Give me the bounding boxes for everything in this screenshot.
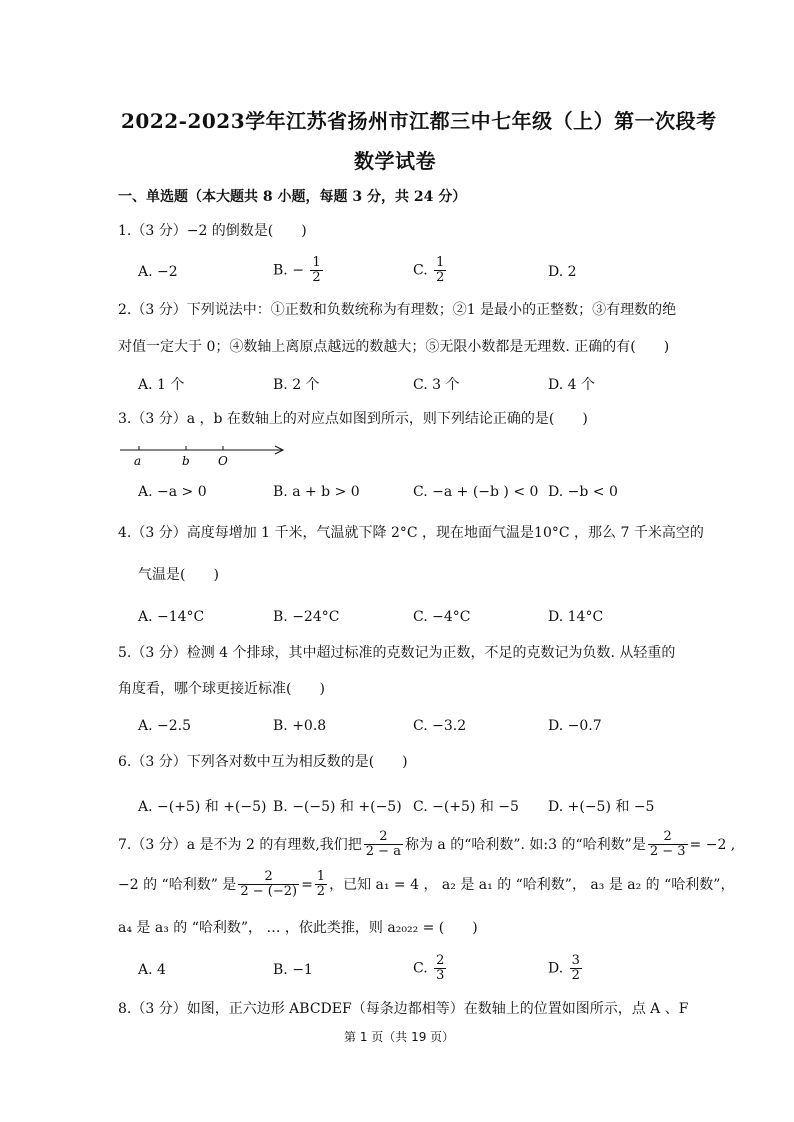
q5-option-c: C. −3.2 [413, 718, 467, 734]
q7-text-part3: = −2 , [689, 836, 736, 853]
q1-option-d: D. 2 [548, 264, 577, 280]
q3-option-a: A. −a > 0 [138, 484, 207, 500]
axis-label-b: b [182, 454, 190, 468]
q7-option-a: A. 4 [138, 962, 166, 978]
question-7-line2 [118, 870, 734, 899]
q2-option-b: B. 2 个 [273, 377, 320, 393]
q5-option-d: D. −0.7 [548, 718, 602, 734]
q7-example-fraction: $\frac{2}{2 - 3}$ [649, 829, 686, 859]
q1-option-a: A. −2 [138, 264, 178, 280]
q6-option-d: D. +(−5) 和 −5 [548, 799, 655, 815]
q3-option-b: B. a + b > 0 [273, 484, 360, 500]
q7-example2-fraction: $\frac{2}{2 - (-2)}$ [240, 869, 298, 899]
question-4-line1: 4.（3 分）高度每增加 1 千米，气温就下降 2°C ，现在地面气温是10°C ，那么 7 千米高空的 [118, 525, 704, 541]
question-6-stem: 6.（3 分）下列各对数中互为相反数的是( ) [118, 754, 408, 770]
q7-option-c [413, 954, 448, 983]
q7-option-b: B. −1 [273, 962, 313, 978]
question-2-line1: 2.（3 分）下列说法中：①正数和负数统称为有理数；②1 是最小的正整数；③有理数的绝 [118, 302, 677, 318]
question-8-line1: 8.（3 分）如图，正六边形 ABCDEF（每条边都相等）在数轴上的位置如图所示，点 A 、F [118, 1001, 689, 1017]
q7-option-c-fraction: $\frac{2}{3}$ [436, 953, 445, 983]
q1-option-c-label: C. [413, 262, 428, 279]
q4-option-c: C. −4°C [413, 609, 471, 625]
q1-option-b-label: B. − [273, 262, 304, 279]
question-1-stem: 1.（3 分）−2 的倒数是( ) [118, 223, 307, 239]
q2-option-c: C. 3 个 [413, 377, 460, 393]
q7-result-fraction: $\frac{1}{2}$ [316, 869, 326, 899]
q6-option-c: C. −(+5) 和 −5 [413, 799, 519, 815]
q7-option-d-label: D. [548, 960, 564, 977]
page-title-line1: 2022-2023学年江苏省扬州市江都三中七年级（上）第一次段考 [121, 109, 717, 133]
question-7-line3: a₄ 是 a₃ 的 “哈利数”， … ，依此类推，则 a₂₀₂₂ = ( ) [118, 920, 478, 936]
q4-option-d: D. 14°C [548, 609, 604, 625]
section-heading: 一、单选题（本大题共 8 小题，每题 3 分，共 24 分） [118, 189, 467, 205]
q4-option-a: A. −14°C [138, 609, 205, 625]
question-5-line2: 角度看，哪个球更接近标准( ) [118, 681, 325, 697]
q7-text-part4: −2 的 “哈利数” 是 [118, 876, 237, 893]
q7-option-d-fraction: $\frac{3}{2}$ [571, 953, 580, 983]
q1-option-c [413, 256, 448, 285]
q3-option-d: D. −b < 0 [548, 484, 618, 500]
axis-label-a: a [134, 454, 142, 468]
axis-label-origin: O [218, 454, 228, 468]
q5-option-b: B. +0.8 [273, 718, 327, 734]
q7-text-part6: ，已知 a₁ = 4 ， a₂ 是 a₁ 的 “哈利数”， a₃ 是 a₂ 的 “哈利数”， [329, 876, 735, 893]
q7-option-d [548, 954, 584, 983]
page-title-line2: 数学试卷 [354, 149, 436, 173]
q3-option-c: C. −a + (−b ) < 0 [413, 484, 539, 500]
q2-option-d: D. 4 个 [548, 377, 595, 393]
q4-option-b: B. −24°C [273, 609, 340, 625]
q6-option-b: B. −(−5) 和 +(−5) [273, 799, 402, 815]
question-3-stem: 3.（3 分）a ，b 在数轴上的对应点如图到所示，则下列结论正确的是( ) [118, 411, 588, 427]
q6-option-a: A. −(+5) 和 +(−5) [138, 799, 267, 815]
q1-option-c-fraction: $\frac{1}{2}$ [436, 255, 445, 285]
question-5-line1: 5.（3 分）检测 4 个排球，其中超过标准的克数记为正数，不足的克数记为负数. 从轻重的 [118, 645, 676, 661]
page-footer: 第 1 页（共 19 页） [344, 1030, 455, 1044]
question-2-line2: 对值一定大于 0；④数轴上离原点越远的数越大；⑤无限小数都是无理数. 正确的有( ) [118, 339, 670, 355]
q7-text-part1: 7.（3 分）a 是不为 2 的有理数,我们把 [118, 836, 362, 853]
q7-text-part5: = [301, 876, 313, 893]
question-4-line2: 气温是( ) [138, 567, 219, 583]
q7-harris-fraction: $\frac{2}{2 - a}$ [365, 829, 401, 859]
q7-text-part2: 称为 a 的“哈利数”. 如:3 的“哈利数”是 [404, 836, 646, 853]
q5-option-a: A. −2.5 [138, 718, 192, 734]
question-7-line1 [118, 830, 735, 859]
q1-option-b [273, 256, 325, 285]
number-line-figure [115, 440, 295, 470]
q1-option-b-fraction: $\frac{1}{2}$ [312, 255, 321, 285]
q7-option-c-label: C. [413, 960, 428, 977]
q2-option-a: A. 1 个 [138, 377, 185, 393]
